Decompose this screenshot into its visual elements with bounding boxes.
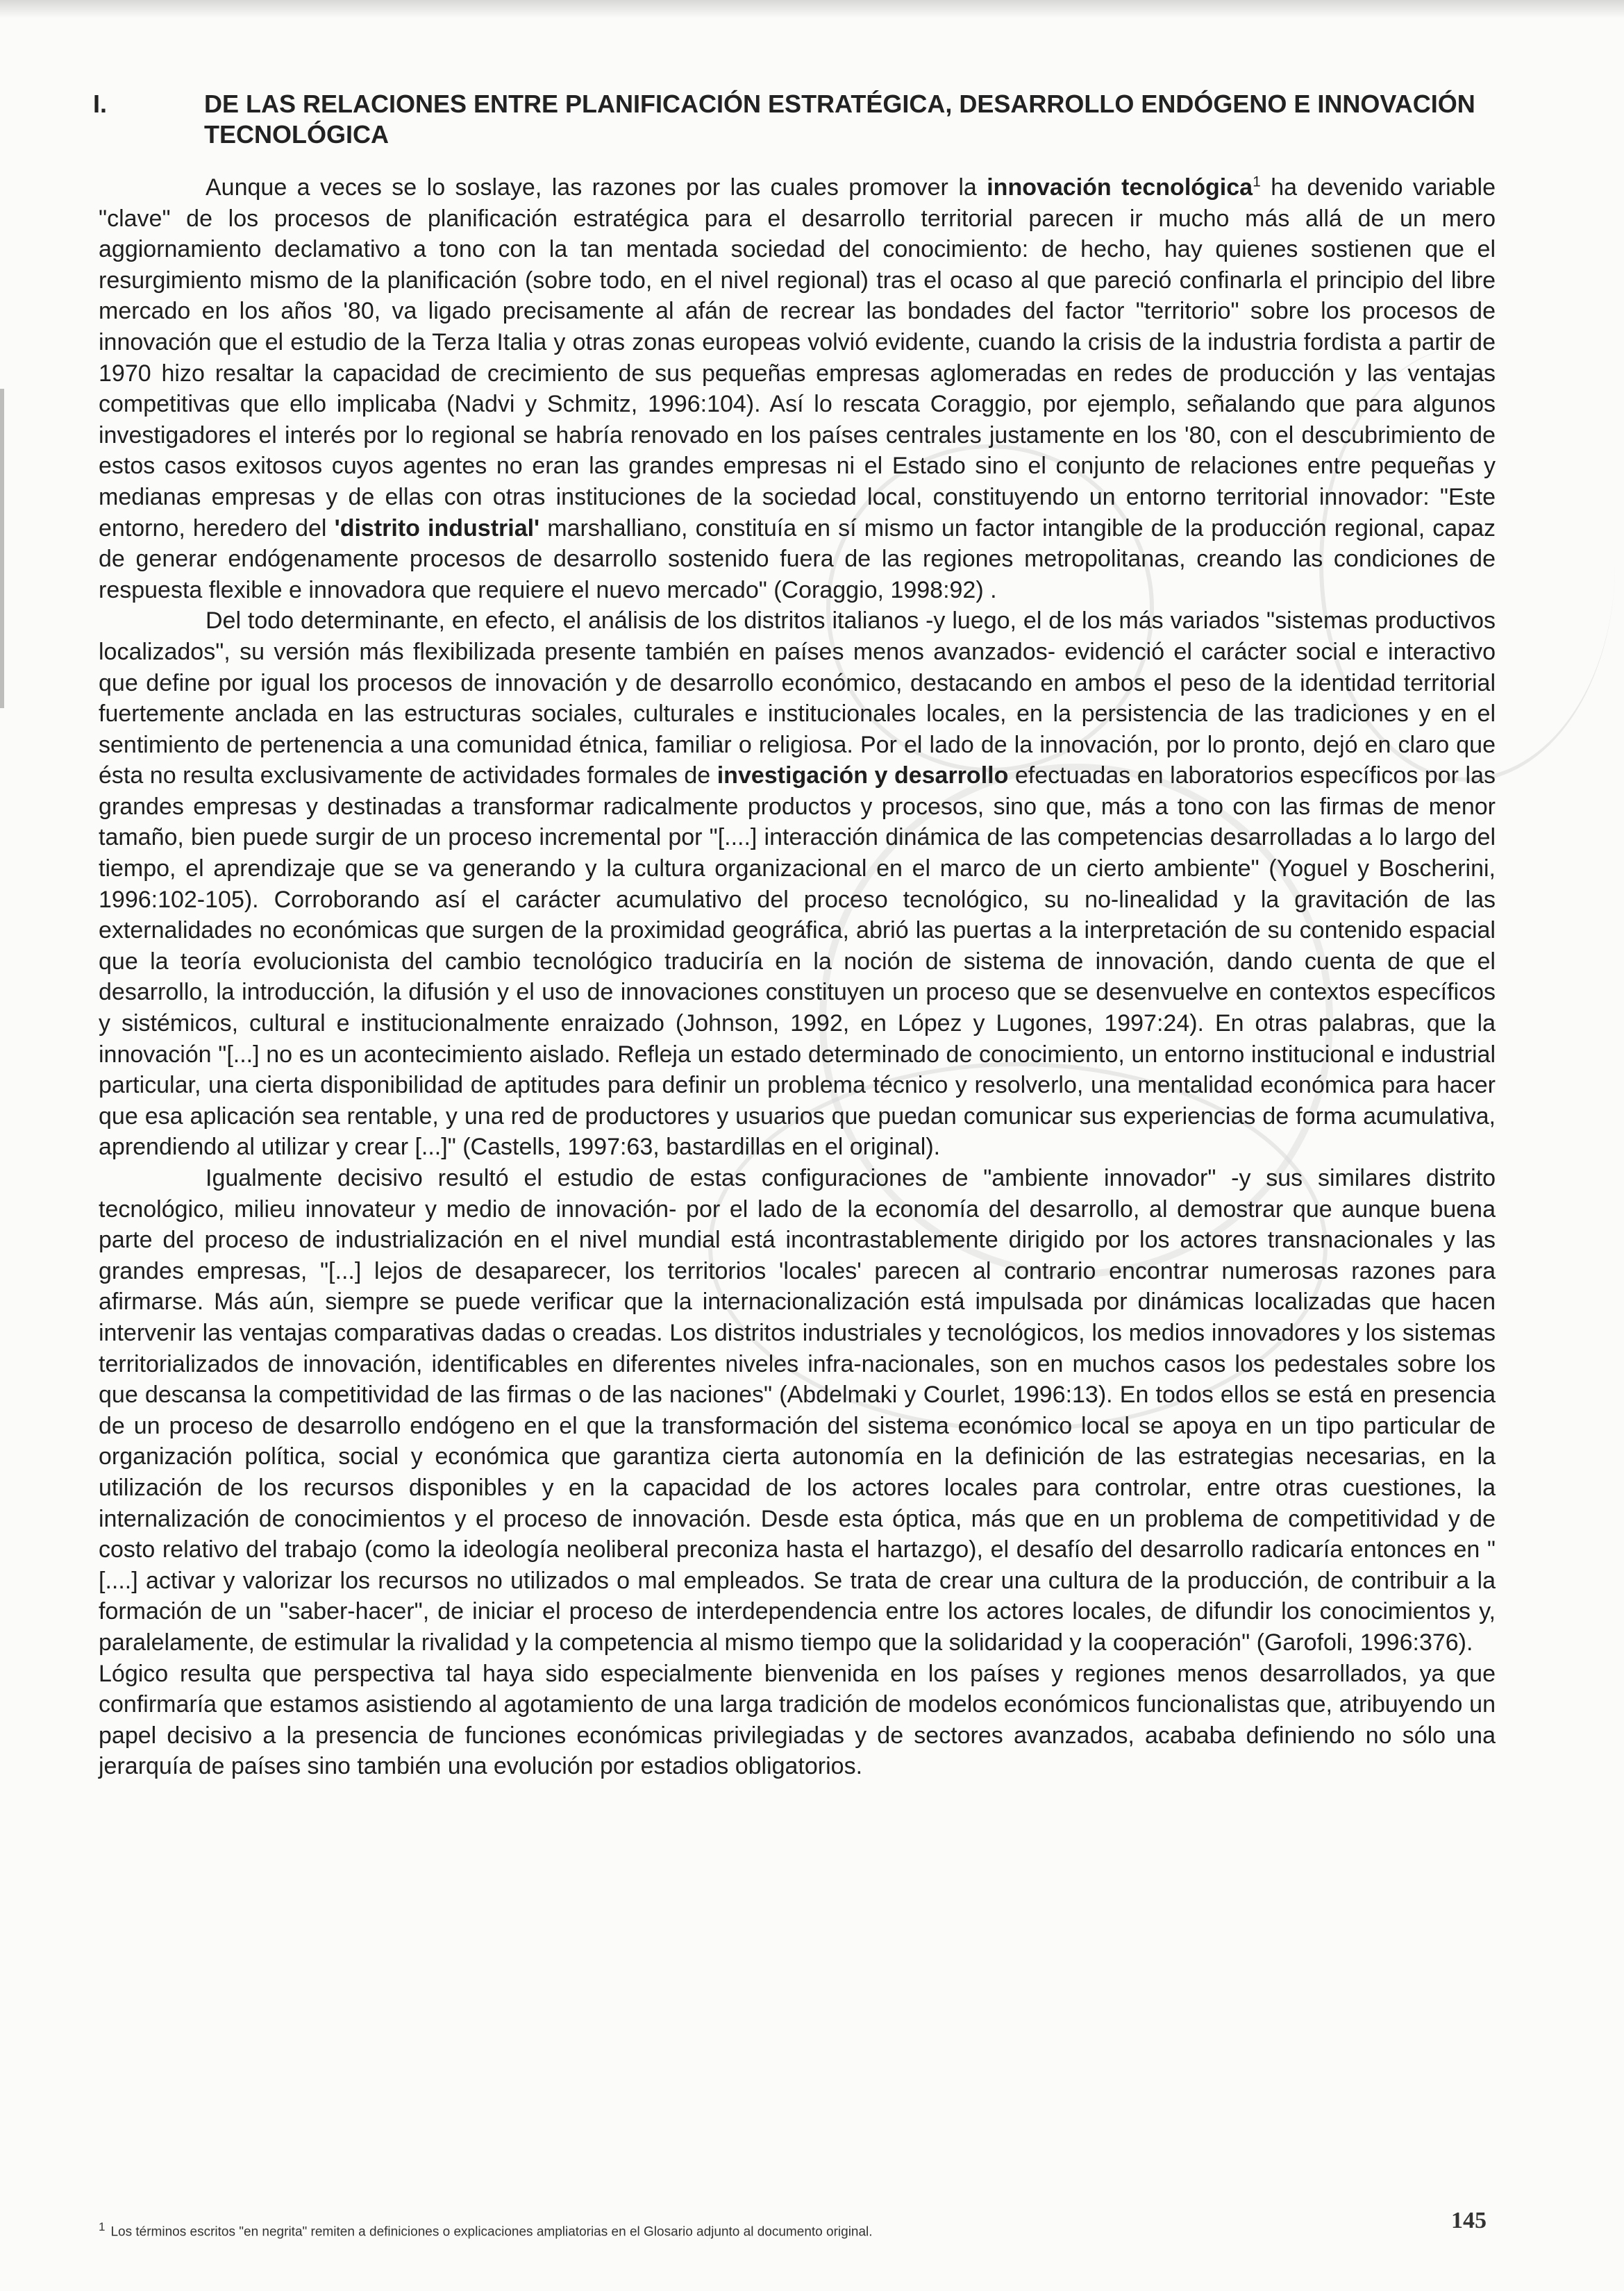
bold-term: 'distrito industrial' [334,514,540,542]
footnote-reference: 1 [1253,174,1261,190]
paragraph-3 [99,1163,1496,1659]
paragraph-4 [99,1659,1496,1782]
section-heading [93,89,1496,150]
paragraph-2 [99,605,1496,1163]
text-run: Lógico resulta que perspectiva tal haya sido especialmente bienvenida en los países y regiones menos desarrollados, ya que confirmaría que estamos asistiendo al agotamiento de una larga tradición de modelos económicos funcionalistas que, atribuyendo un papel decisivo a la presencia de funciones económicas privilegiadas y de sectores avanzados, acababa definiendo no sólo una jerarquía de países sino también una evolución por estadios obligatorios. [99,1660,1496,1780]
section-number: I. [93,90,108,118]
section-title: DE LAS RELACIONES ENTRE PLANIFICACIÓN ESTRATÉGICA, DESARROLLO ENDÓGENO E INNOVACIÓN TECNOLÓGICA [204,90,1475,149]
text-run: Igualmente decisivo resultó el estudio de estas configuraciones de "ambiente innovador" -y sus similares distrito tecnológico, milieu innovateur y medio de innovación- por el lado de la economía del desarrollo, al demostrar que aunque buena parte del proceso de industrialización en el nivel mundial está incontrastablemente dirigido por los actores transnacionales y las grandes empresas, "[...] lejos de desaparecer, los territorios 'locales' parecen al contrario encontrar numerosas razones para afirmarse. Más aún, siempre se puede verificar que la internacionalización está impulsada por dinámicas localizadas que hacen intervenir las ventajas comparativas dadas o creadas. Los distritos industriales y tecnológicos, los medios innovadores y los sistemas territorializados de innovación, identificables en diferentes niveles infra-nacionales, son en muchos casos los pedestales sobre los que descansa la competitividad de las firmas o de las naciones" (Abdelmaki y Courlet, 1996:13). En todos ellos se está en presencia de un proceso de desarrollo endógeno en el que la transformación del sistema económico local se apoya en un tipo particular de organización política, social y económica que garantiza cierta autonomía en la definición de las estrategias necesarias, en la utilización de los recursos disponibles y en la capacidad de los actores locales para controlar, entre otras cuestiones, la internalización de conocimientos y el proceso de innovación. Desde esta óptica, más que en un problema de competitividad y de costo relativo del trabajo (como la ideología neoliberal preconiza hasta el hartazgo), el desafío del desarrollo radicaría entonces en "[....] activar y valorizar los recursos no utilizados o mal empleados. Se trata de crear una cultura de la producción, de contribuir a la formación de un "saber-hacer", de iniciar el proceso de interdependencia entre los actores locales, de difundir los conocimientos y, paralelamente, de estimular la rivalidad y la competencia al mismo tiempo que la solidaridad y la cooperación" (Garofoli, 1996:376). [99,1165,1496,1656]
page-number: 145 [1451,2208,1487,2233]
bold-term: innovación tecnológica [987,174,1253,201]
body-text [99,172,1496,1782]
scan-binding-mark [0,389,4,708]
text-run: marshalliano, constituía en sí mismo un factor intangible de la producción regional, capaz de generar endógenamente procesos de desarrollo sostenido fuera de las regiones metropolitanas, creando las condiciones de respuesta flexible e innovadora que requiere el nuevo mercado" (Coraggio, 1998:92) . [99,514,1496,603]
paragraph-1 [99,172,1496,605]
text-run: efectuadas en laboratorios específicos por las grandes empresas y destinadas a transformar radicalmente productos y procesos, sino que, más a tono con las firmas de menor tamaño, bien puede surgir de un proceso incremental por "[....] interacción dinámica de las competencias desarrolladas a lo largo del tiempo, el aprendizaje que se va generando y la cultura organizacional en el marco de un cierto ambiente" (Yoguel y Boscherini, 1996:102-105). Corroborando así el carácter acumulativo del proceso tecnológico, su no-linealidad y la gravitación de las externalidades no económicas que surgen de la proximidad geográfica, abrió las puertas a la interpretación de su contenido espacial que la teoría evolucionista del cambio tecnológico traduciría en la noción de sistema de innovación, dando cuenta de que el desarrollo, la introducción, la difusión y el uso de innovaciones constituyen un proceso que se desenvuelve en contextos específicos y sistémicos, cultural e institucionalmente enraizado (Johnson, 1992, en López y Lugones, 1997:24). En otras palabras, que la innovación "[...] no es un acontecimiento aislado. Refleja un estado determinado de conocimiento, un entorno institucional e industrial particular, una cierta disponibilidad de aptitudes para definir un problema técnico y resolverlo, una mentalidad económica para hacer que esa aplicación sea rentable, y una red de productores y usuarios que puedan comunicar sus experiencias de forma acumulativa, aprendiendo al utilizar y crear [...]" (Castells, 1997:63, bastardillas en el original). [99,762,1496,1161]
footnote-text: Los términos escritos "en negrita" remiten a definiciones o explicaciones ampliatorias en el Glosario adjunto al documento original. [110,2224,873,2240]
footnote-marker: 1 [99,2220,106,2233]
text-run: Aunque a veces se lo soslaye, las razones por las cuales promover la [206,174,987,201]
scan-top-edge [0,0,1624,18]
bold-term: investigación y desarrollo [717,762,1009,789]
text-run: ha devenido variable "clave" de los procesos de planificación estratégica para el desarrollo territorial parecen ir mucho más allá de un mero aggiornamiento declamativo a tono con la tan mentada sociedad del conocimiento: de hecho, hay quienes sostienen que el resurgimiento mismo de la planificación (sobre todo, en el nivel regional) tras el ocaso al que pareció confinarla el principio del libre mercado en los años '80, va ligado precisamente al afán de recrear las bondades del factor "territorio" sobre los procesos de innovación que el estudio de la Terza Italia y otras zonas europeas volvió evidente, cuando la crisis de la industria fordista a partir de 1970 hizo resaltar la capacidad de crecimiento de sus pequeñas empresas aglomeradas en redes de producción y las ventajas competitivas que ello implicaba (Nadvi y Schmitz, 1996:104). Así lo rescata Coraggio, por ejemplo, señalando que para algunos investigadores el interés por lo regional se habría renovado en los países centrales justamente en los '80, con el descubrimiento de estos casos exitosos cuyos agentes no eran las grandes empresas ni el Estado sino el conjunto de relaciones entre pequeñas y medianas empresas y de ellas con otras instituciones de la sociedad local, constituyendo un entorno territorial innovador: "Este entorno, heredero del [99,174,1496,542]
footnote [99,2219,1348,2240]
text-run: Del todo determinante, en efecto, el análisis de los distritos italianos -y luego, el de los más variados "sistemas productivos localizados", su versión más flexibilizada presente también en países menos avanzados- evidenció el carácter social e interactivo que define por igual los procesos de innovación y de desarrollo económico, destacando en ambos el peso de la identidad territorial fuertemente anclada en las estructuras sociales, culturales e institucionales locales, en la persistencia de las tradiciones y en el sentimiento de pertenencia a una comunidad étnica, familiar o religiosa. Por el lado de la innovación, por lo pronto, dejó en claro que ésta no resulta exclusivamente de actividades formales de [99,607,1496,789]
